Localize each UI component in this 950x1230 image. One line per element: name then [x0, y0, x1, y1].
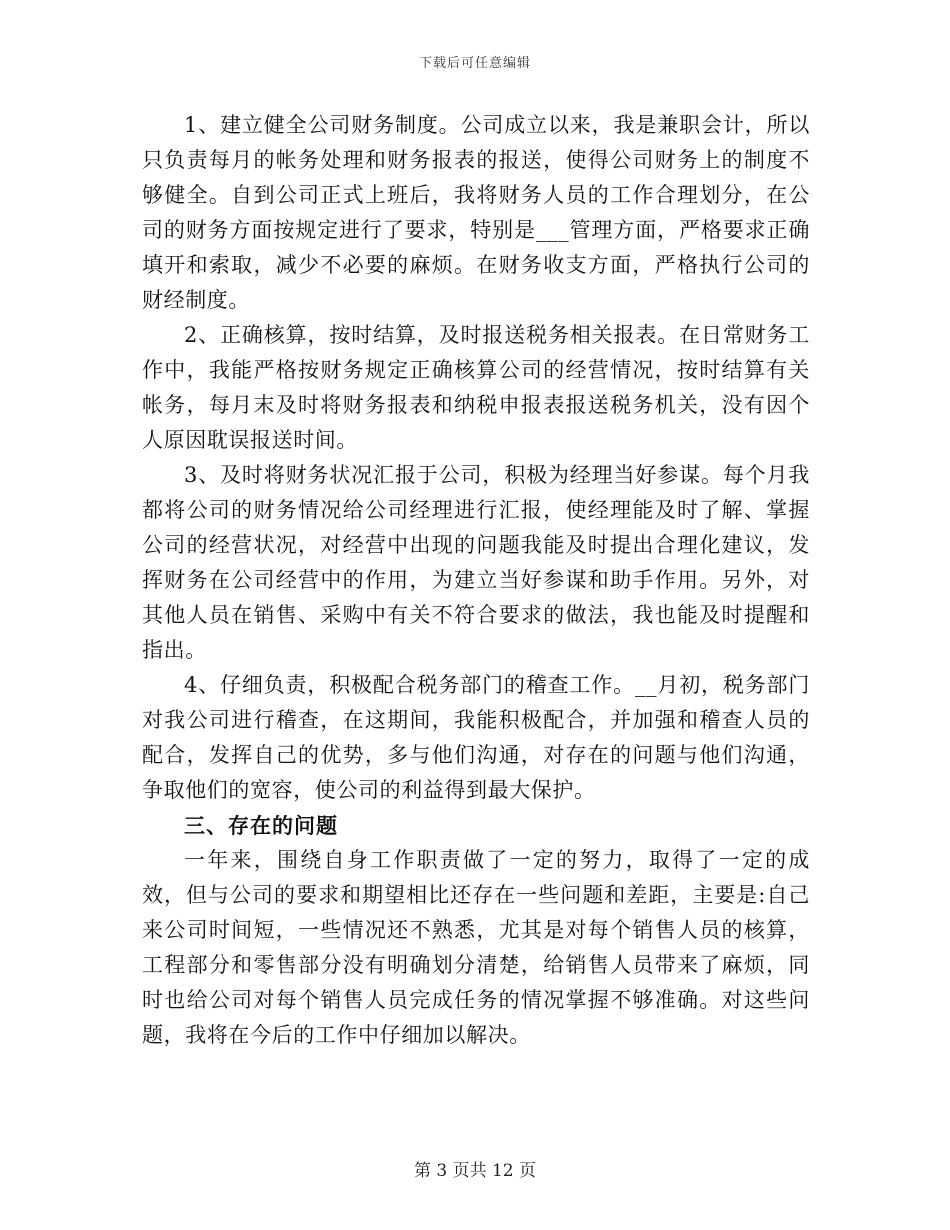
page-footer: 第 3 页共 12 页: [413, 1161, 537, 1181]
paragraph-3: 3、及时将财务状况汇报于公司，积极为经理当好参谋。每个月我都将公司的财务情况给公司经理进行汇报，使经理能及时了解、掌握公司的经营状况，对经营中出现的问题我能及时提出合理化建议，发挥财务在公司经营中的作用，为建立当好参谋和助手作用。另外，对其他人员在销售、采购中有关不符合要求的做法，我也能及时提醒和指出。: [142, 463, 810, 662]
page-header: 下载后可任意编辑: [418, 56, 531, 71]
section-heading: 三、存在的问题: [184, 813, 338, 838]
paragraph-2: 2、正确核算，按时结算，及时报送税务相关报表。在日常财务工作中，我能严格按财务规定正确核算公司的经营情况，按时结算有关帐务，每月末及时将财务报表和纳税申报表报送税务机关，没有因个人原因耽误报送时间。: [142, 323, 810, 452]
paragraph-4: 4、仔细负责，积极配合税务部门的稽查工作。__月初，税务部门对我公司进行稽查，在这期间，我能积极配合，并加强和稽查人员的配合，发挥自己的优势，多与他们沟通，对存在的问题与他们沟通，争取他们的宽容，使公司的利益得到最大保护。: [142, 673, 810, 802]
document-body: [142, 108, 810, 1053]
paragraph-1: 1、建立健全公司财务制度。公司成立以来，我是兼职会计，所以只负责每月的帐务处理和财务报表的报送，使得公司财务上的制度不够健全。自到公司正式上班后，我将财务人员的工作合理划分，在公司的财务方面按规定进行了要求，特别是___管理方面，严格要求正确填开和索取，减少不必要的麻烦。在财务收支方面，严格执行公司的财经制度。: [142, 113, 810, 312]
section-paragraph: 一年来，围绕自身工作职责做了一定的努力，取得了一定的成效，但与公司的要求和期望相比还存在一些问题和差距，主要是:自己来公司时间短，一些情况还不熟悉，尤其是对每个销售人员的核算，工程部分和零售部分没有明确划分清楚，给销售人员带来了麻烦，同时也给公司对每个销售人员完成任务的情况掌握不够准确。对这些问题，我将在今后的工作中仔细加以解决。: [142, 848, 810, 1047]
